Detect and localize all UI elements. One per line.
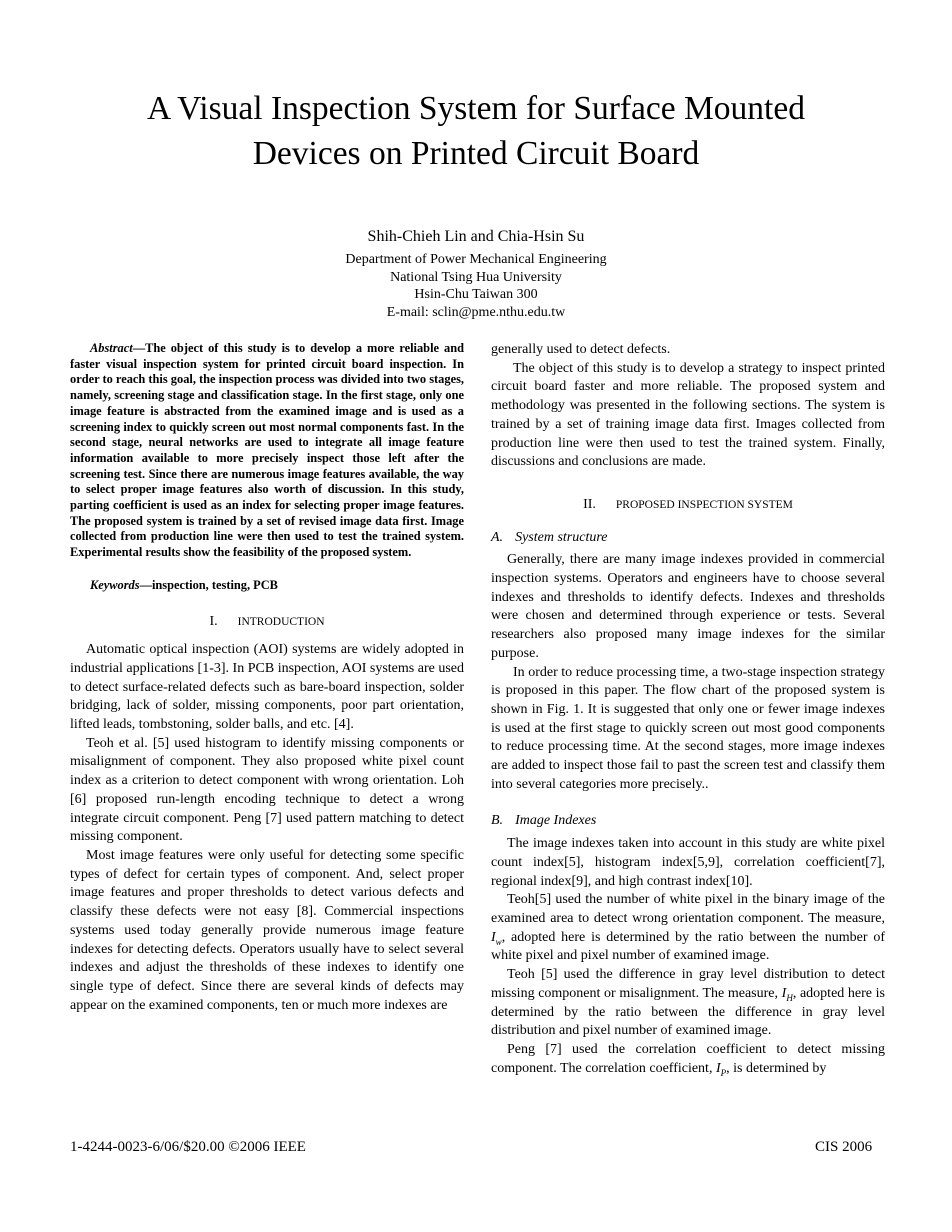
right-column — [491, 341, 885, 1078]
paragraph: Automatic optical inspection (AOI) systems are widely adopted in industrial applications [1-3]. In PCB inspection, AOI systems are used to detect surface-related defects such as bare-board inspection, solder bridging, lack of solder, missing components, poor part orientation, lifted leads, tombstoning, solder balls, and etc. [4]. — [70, 642, 464, 733]
section-title: PROPOSED INSPECTION SYSTEM — [615, 498, 793, 511]
math-symbol: I — [491, 929, 496, 945]
subsection-title: System structure — [515, 529, 608, 545]
paragraph: Generally, there are many image indexes provided in commercial inspection systems. Operators and engineers have to choose several indexes and thresholds to identify defects. Indexes and thresholds were chosen and determined through experience or tests. Several researchers also proposed many image indexes for the similar purpose. — [491, 552, 885, 661]
subsection-letter: A. — [491, 529, 504, 545]
paragraph: In order to reduce processing time, a two-stage inspection strategy is proposed in this paper. The flow chart of the proposed system is shown in Fig. 1. It is suggested that only one or fewer image indexes is used at the first stage to quickly screen out most good components to reduce processing time. At the second stages, more image indexes are added to inspect those fail to past the screen test and classify them into several categories more precisely.. — [491, 664, 885, 792]
left-column — [70, 341, 464, 1015]
affiliation-univ: National Tsing Hua University — [390, 269, 562, 285]
abstract-label: Abstract — [90, 341, 133, 355]
subsection-heading-image-indexes — [491, 812, 885, 831]
text-run: , adopted here is determined by the ratio between the number of white pixel and pixel number of examined image. — [491, 929, 885, 964]
footer-conference: CIS 2006 — [815, 1139, 873, 1155]
subsection-heading-system-structure — [491, 529, 885, 548]
math-symbol: I — [715, 1060, 721, 1076]
footer-copyright: 1-4244-0023-6/06/$20.00 ©2006 IEEE — [70, 1139, 306, 1155]
paragraph: Teoh et al. [5] used histogram to identify missing components or misalignment of component. They also proposed white pixel count index as a criterion to detect component with wrong orientation. Loh [6] proposed run-length encoding technique to detect a wrong integrate circuit component. Peng [7] used pattern matching to detect missing component. — [70, 735, 464, 845]
text-run: Teoh [5] used the difference in gray level distribution to detect missing component or misalignment. The measure, — [491, 967, 885, 1001]
text-run: Teoh[5] used the number of white pixel in the binary image of the examined area to detect wrong orientation component. The measure, — [491, 892, 885, 926]
paragraph: Most image features were only useful for detecting some specific types of defect for certain types of component. And, select proper image features and proper thresholds to detect various defects and classify these defects were not easy [8]. Commercial inspections systems used today generally provide numerous image feature indexes for detecting defects. Operators usually have to select several indexes and adjust the thresholds of these indexes to identify one single type of defect. Since there are several kinds of defects may appear on the examined components, ten or much more indexes are — [70, 847, 464, 1013]
text-run: , is determined by — [726, 1060, 827, 1076]
text-run: Peng [7] used the correlation coefficient to detect missing component. The correlation coefficient, — [491, 1041, 885, 1076]
authors: Shih-Chieh Lin and Chia-Hsin Su — [367, 228, 585, 245]
section-number: I. — [209, 613, 218, 629]
keywords — [70, 576, 464, 595]
paper-title — [0, 86, 952, 176]
math-subscript: w — [495, 936, 502, 947]
abstract-text: —The object of this study is to develop a more reliable and faster visual inspection system for printed circuit board inspection. In order to reach this goal, the inspection process was divided into two stages, namely, screening stage and classification stage. In the first stage, only one image feature is abstracted from the examined image and is used as a screening index to quickly screen out most normal components fast. In the second stage, neural networks are used to integrate all image feature information available to more precisely inspect those left after the screening test. Since there are numerous image features available, the way to select proper image features also worth of discussion. In this study, parting coefficient is used as an index for selecting proper image features. The proposed system is trained by a set of revised image data first. Image collected from production line were then used to test the trained system. Experimental results show the feasibility of the proposed system. — [70, 341, 464, 560]
section-number: II. — [583, 496, 596, 512]
title-line-2: Devices on Printed Circuit Board — [252, 135, 700, 172]
text-run: , adopted here is determined by the ratio between the difference in gray level distribution and pixel number of examined image. — [491, 985, 885, 1039]
paragraph — [491, 966, 885, 1041]
affiliation-dept: Department of Power Mechanical Engineering — [345, 252, 607, 267]
affiliation-email: E-mail: sclin@pme.nthu.edu.tw — [386, 304, 566, 320]
paragraph: generally used to detect defects. — [491, 342, 671, 357]
keywords-label: Keywords — [90, 577, 140, 592]
subsection-title: Image Indexes — [515, 813, 597, 829]
math-subscript: P — [720, 1067, 727, 1078]
paragraph: The object of this study is to develop a strategy to inspect printed circuit board faster and more reliable. The proposed system and methodology was presented in the following sections. The system is trained by a set of training image data first. Images collected from production line were then used to test the trained system. Finally, discussions and conclusions are made. — [491, 360, 885, 470]
affiliation — [0, 251, 952, 321]
keywords-text: —inspection, testing, PCB — [139, 577, 278, 592]
paragraph — [491, 891, 885, 966]
section-heading-proposed — [491, 496, 885, 515]
affiliation-city: Hsin-Chu Taiwan 300 — [414, 287, 538, 302]
subsection-letter: B. — [491, 813, 504, 829]
section-heading-introduction — [70, 613, 464, 632]
math-symbol: I — [781, 985, 787, 1001]
abstract — [70, 341, 464, 561]
section-title: INTRODUCTION — [237, 615, 325, 628]
paragraph — [491, 1041, 885, 1078]
math-subscript: H — [786, 992, 793, 1003]
title-line-1: A Visual Inspection System for Surface Mounted — [147, 90, 805, 127]
paragraph: The image indexes taken into account in this study are white pixel count index[5], histogram index[5,9], correlation coefficient[7], regional index[9], and high contrast index[10]. — [491, 836, 885, 889]
